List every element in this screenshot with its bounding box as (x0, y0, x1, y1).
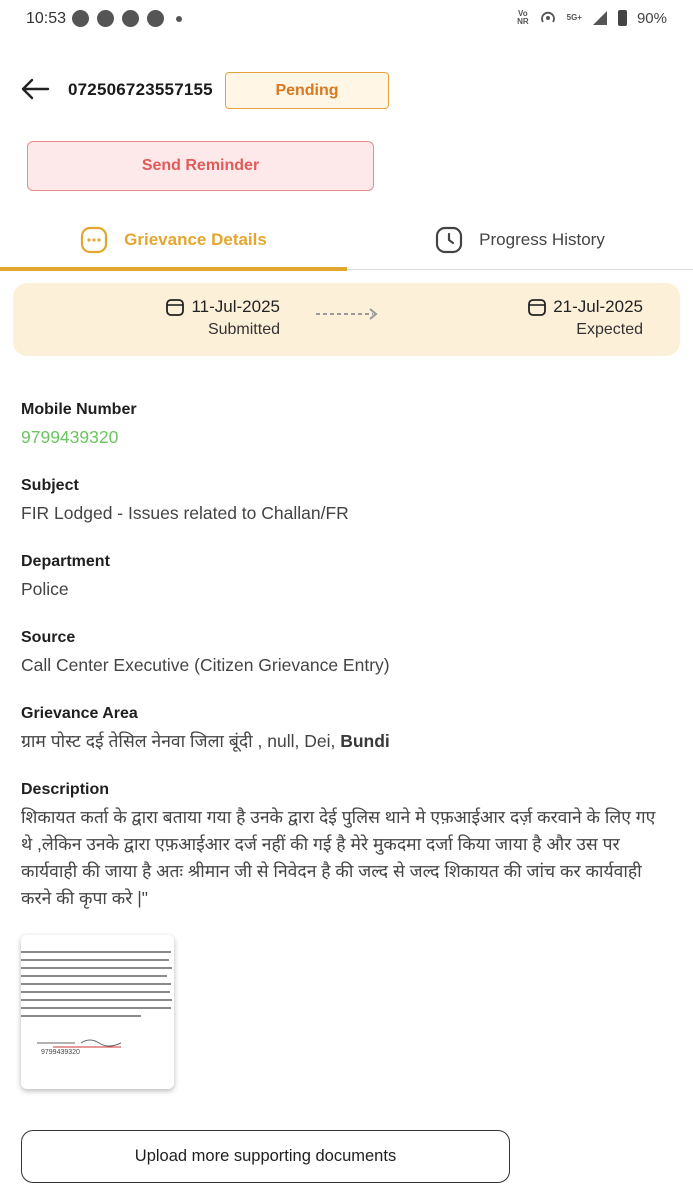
source-value: Call Center Executive (Citizen Grievance Entry) (21, 655, 390, 675)
battery-icon (618, 10, 627, 26)
dashed-arrow-icon (315, 307, 379, 321)
department-label: Department (21, 553, 110, 570)
hotspot-icon (539, 9, 557, 27)
tab-progress-history-label: Progress History (479, 230, 605, 249)
system-icons (517, 9, 667, 27)
timeline-card (13, 283, 680, 356)
submitted-date: 11-Jul-2025 (191, 297, 280, 316)
mobile-number-label: Mobile Number (21, 401, 137, 418)
attachment-thumbnail[interactable] (21, 935, 174, 1089)
description-label: Description (21, 781, 110, 798)
arrow-left-icon (20, 78, 50, 100)
tab-bar (0, 210, 693, 270)
back-button[interactable] (18, 74, 52, 104)
message-icon (147, 10, 164, 27)
status-time: 10:53 (26, 10, 67, 27)
mobile-number-field (21, 401, 671, 450)
expected-date-block (527, 297, 643, 339)
notification-icons (72, 10, 182, 27)
department-field (21, 553, 671, 602)
signal-icon (592, 10, 608, 26)
header (0, 70, 693, 110)
document-text-lines (21, 951, 174, 1023)
status-badge: Pending (225, 72, 389, 109)
grievance-area-value (21, 728, 671, 754)
description-value: शिकायत कर्ता के द्वारा बताया गया है उनके द्वारा देई पुलिस थाने मे एफ़आईआर दर्ज़ करवाने के लिए गए थे ,लेकिन उनके द्वारा एफ़आईआर दर्ज नहीं की गई है मेरे मुकदमा दर्जा किया जाया है और उस पर कार्यवाही की जाया है अतः श्रीमान जी से निवेदन है की जल्द से जल्द शिकायत की जांच कर कार्यवाही करने की कृपा करे |" (21, 807, 656, 908)
more-notifications-icon (176, 16, 182, 22)
signature-mark (35, 1035, 125, 1049)
tab-grievance-details-label: Grievance Details (124, 230, 267, 249)
expected-date: 21-Jul-2025 (553, 297, 643, 316)
grievance-area-label: Grievance Area (21, 705, 138, 722)
source-label: Source (21, 629, 76, 646)
calendar-icon (165, 297, 185, 317)
active-tab-indicator (0, 267, 347, 271)
subject-field (21, 477, 671, 526)
mobile-number-value[interactable]: 9799439320 (21, 427, 119, 447)
expected-label: Expected (576, 321, 643, 338)
grievance-area-field (21, 705, 671, 754)
battery-level: 90% (636, 9, 667, 27)
tab-grievance-details[interactable] (0, 210, 347, 270)
grievance-area-district: Bundi (340, 731, 390, 751)
send-reminder-button[interactable]: Send Reminder (27, 141, 374, 191)
document-phone-number: 9799439320 (41, 1049, 80, 1056)
description-field (21, 781, 661, 912)
submitted-label: Submitted (207, 321, 280, 338)
vonr-icon: Vo NR (517, 9, 529, 26)
subject-value: FIR Lodged - Issues related to Challan/FR (21, 503, 349, 523)
facebook-icon (97, 10, 114, 27)
submitted-date-block (165, 297, 280, 339)
grievance-reference-number: 072506723557155 (68, 80, 213, 99)
status-bar (0, 0, 693, 40)
network-type-icon: 5G+ (566, 13, 582, 22)
clock-icon (435, 226, 463, 254)
subject-label: Subject (21, 477, 79, 494)
upload-documents-button[interactable]: Upload more supporting documents (21, 1130, 510, 1183)
dots-bubble-icon (80, 226, 108, 254)
snapchat-icon (122, 10, 139, 27)
whatsapp-icon (72, 10, 89, 27)
department-value: Police (21, 579, 69, 599)
tab-progress-history[interactable] (347, 210, 693, 270)
grievance-area-text: ग्राम पोस्ट दई तेसिल नेनवा जिला बूंदी , null, Dei, (21, 731, 341, 751)
calendar-icon (527, 297, 547, 317)
source-field (21, 629, 671, 678)
